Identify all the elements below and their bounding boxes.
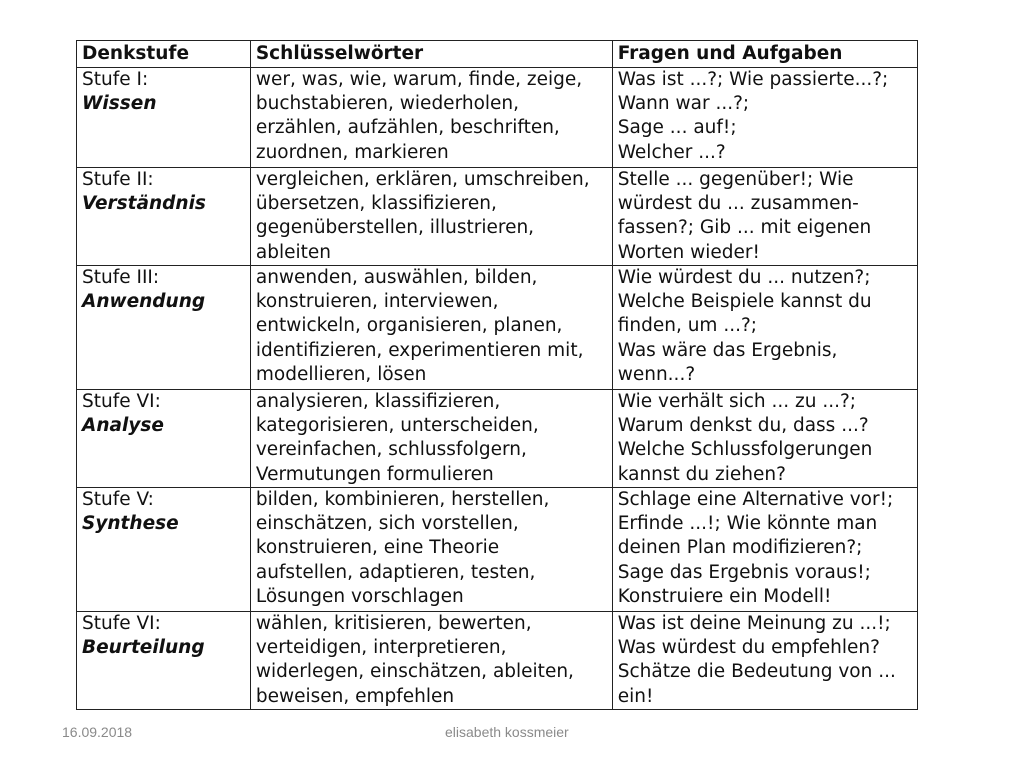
keywords-cell [250, 68, 612, 168]
keywords-cell [250, 612, 612, 710]
keywords-cell [250, 168, 612, 266]
question-line: fassen?; Gib ... mit eigenen [617, 217, 872, 239]
keyword-line: Vermutungen formulieren [255, 463, 494, 485]
question-line: ein! [617, 685, 654, 707]
stage-name: Synthese [82, 513, 179, 535]
header-denkstufe: Denkstufe [77, 41, 251, 68]
stage-name: Anwendung [82, 291, 206, 313]
question-line: Worten wieder! [617, 241, 760, 263]
keyword-line: vergleichen, erklären, umschreiben, [255, 169, 590, 190]
stage-name: Verständnis [82, 193, 206, 215]
keywords-cell [250, 390, 612, 488]
table-body [77, 68, 918, 710]
stage-cell [77, 266, 251, 390]
keyword-line: aufstellen, adaptieren, testen, [255, 561, 536, 583]
keyword-line: konstruieren, interviewen, [255, 291, 499, 313]
question-line: Sage das Ergebnis voraus!; [617, 561, 871, 583]
question-line: Schätze die Bedeutung von ... [617, 661, 896, 683]
keyword-line: entwickeln, organisieren, planen, [255, 315, 563, 337]
table-row [77, 266, 918, 390]
stage-label: Stufe VI: [82, 613, 161, 634]
question-line: kannst du ziehen? [617, 463, 786, 485]
stage-name: Beurteilung [82, 637, 205, 659]
stage-cell [77, 68, 251, 168]
question-line: Erfinde ...!; Wie könnte man [617, 513, 878, 535]
keyword-line: analysieren, klassifizieren, [255, 391, 501, 412]
keyword-line: konstruieren, eine Theorie [255, 537, 500, 559]
keyword-line: modellieren, lösen [255, 363, 427, 385]
question-line: Was würdest du empfehlen? [617, 637, 880, 659]
questions-cell [612, 168, 917, 266]
keyword-line: ableiten [255, 241, 331, 263]
table-header-row [77, 41, 918, 68]
question-line: finden, um ...?; [617, 315, 758, 337]
keyword-line: bilden, kombinieren, herstellen, [255, 489, 550, 510]
question-line: wenn...? [617, 363, 696, 385]
question-line: würdest du ... zusammen- [617, 193, 859, 215]
questions-cell [612, 612, 917, 710]
keyword-line: beweisen, empfehlen [255, 685, 455, 707]
question-line: Warum denkst du, dass ...? [617, 415, 869, 437]
footer-date: 16.09.2018 [62, 724, 133, 740]
keyword-line: gegenüberstellen, illustrieren, [255, 217, 535, 239]
stage-label: Stufe III: [82, 267, 160, 288]
question-line: deinen Plan modifizieren?; [617, 537, 863, 559]
keyword-line: identifizieren, experimentieren mit, [255, 339, 584, 361]
keyword-line: zuordnen, markieren [255, 141, 449, 163]
stage-cell [77, 612, 251, 710]
questions-cell [612, 68, 917, 168]
stage-cell [77, 488, 251, 612]
question-line: Was wäre das Ergebnis, [617, 339, 838, 361]
table-row [77, 488, 918, 612]
keyword-line: kategorisieren, unterscheiden, [255, 415, 539, 437]
table-row [77, 390, 918, 488]
keyword-line: wer, was, wie, warum, finde, zeige, [255, 69, 583, 90]
stage-name: Wissen [82, 93, 157, 115]
question-line: Was ist deine Meinung zu ...!; [617, 613, 891, 634]
keyword-line: buchstabieren, wiederholen, [255, 93, 520, 115]
keyword-line: verteidigen, interpretieren, [255, 637, 507, 659]
keyword-line: Lösungen vorschlagen [255, 585, 464, 607]
table-row [77, 68, 918, 168]
stage-name: Analyse [82, 415, 164, 437]
table-row [77, 612, 918, 710]
question-line: Welche Schlussfolgerungen [617, 439, 873, 461]
stage-label: Stufe II: [82, 169, 154, 190]
keyword-line: übersetzen, klassifizieren, [255, 193, 497, 215]
question-line: Wie verhält sich ... zu ...?; [617, 391, 857, 412]
question-line: Welcher ...? [617, 141, 726, 163]
header-schluesselwoerter: Schlüsselwörter [250, 41, 612, 68]
stage-cell [77, 390, 251, 488]
question-line: Wie würdest du ... nutzen?; [617, 267, 871, 288]
stage-label: Stufe I: [82, 69, 149, 90]
keyword-line: wählen, kritisieren, bewerten, [255, 613, 532, 634]
keyword-line: anwenden, auswählen, bilden, [255, 267, 538, 288]
questions-cell [612, 488, 917, 612]
question-line: Wann war ...?; [617, 93, 750, 115]
footer-author: elisabeth kossmeier [445, 724, 569, 740]
keyword-line: widerlegen, einschätzen, ableiten, [255, 661, 574, 683]
question-line: Was ist ...?; Wie passierte...?; [617, 69, 889, 90]
stage-label: Stufe V: [82, 489, 154, 510]
keywords-cell [250, 266, 612, 390]
keyword-line: erzählen, aufzählen, beschriften, [255, 117, 560, 139]
stage-label: Stufe VI: [82, 391, 161, 412]
questions-cell [612, 266, 917, 390]
question-line: Sage ... auf!; [617, 117, 737, 139]
question-line: Welche Beispiele kannst du [617, 291, 872, 313]
keyword-line: einschätzen, sich vorstellen, [255, 513, 519, 535]
keyword-line: vereinfachen, schlussfolgern, [255, 439, 527, 461]
question-line: Konstruiere ein Modell! [617, 585, 832, 607]
question-line: Schlage eine Alternative vor!; [617, 489, 894, 510]
questions-cell [612, 390, 917, 488]
bloom-taxonomy-table [76, 40, 918, 710]
table-row [77, 168, 918, 266]
keywords-cell [250, 488, 612, 612]
header-fragen-und-aufgaben: Fragen und Aufgaben [612, 41, 917, 68]
stage-cell [77, 168, 251, 266]
question-line: Stelle ... gegenüber!; Wie [617, 169, 854, 190]
